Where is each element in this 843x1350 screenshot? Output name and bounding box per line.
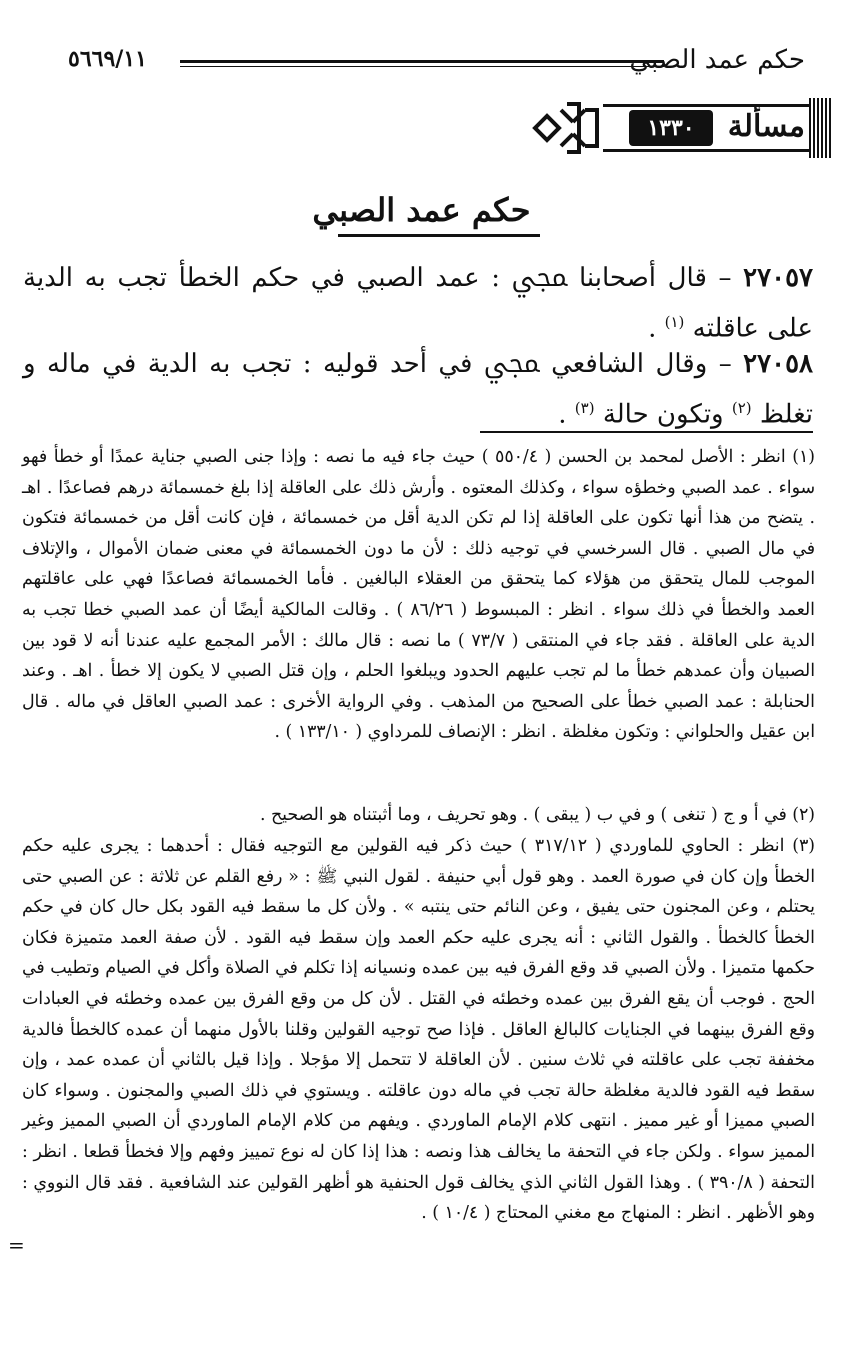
- footnote-2: (٢) في أ و ج ( تنغى ) و في ب ( يبقى ) . وهو تحريف ، وما أثبتناه هو الصحيح .: [260, 805, 815, 825]
- paragraph-27058: [23, 342, 813, 437]
- paragraph-number: ٢٧٠٥٨: [743, 349, 813, 379]
- footnote-separator: [480, 431, 813, 433]
- footnote-1: (١) انظر : الأصل لمحمد بن الحسن ( ٥٥٠/٤ ) حيث جاء فيه ما نصه : وإذا جنى الصبي جناية عمدًا أو خطأ فهو سواء . عمد الصبي وخطؤه سواء ، وكذلك المعتوه . وأرش ذلك على العاقلة إذا بلغ خمسمائة درهم فصاعدًا . اهـ . يتضح من هذا أنها تكون على العاقلة إذا لم تكن الدية أقل من خمسمائة ، فإن كانت أقل من خمسمائة فتكون في مال الصبي . قال السرخسي في توجيه ذلك : لأن ما دون الخمسمائة في معنى ضمان الأموال ، والإتلاف الموجب للمال يتحقق من هؤلاء كما يتحقق من العقلاء البالغين . فأما الخمسمائة فصاعدًا فهي على عاقلتهم العمد والخطأ في ذلك سواء . انظر : المبسوط ( ٨٦/٢٦ ) . وقالت المالكية أيضًا أن عمد الصبي خطا تجب به الدية على العاقلة . فقد جاء في المنتقى ( ٧٣/٧ ) ما نصه : قال مالك : الأمر المجمع عليه عندنا أنه لا قود بين الصبيان وأن عمدهم خطأ ما لم تجب عليهم الحدود ويبلغوا الحلم ، وإن قتل الصبي لا يكون إلا خطأ . اهـ . وعند الحنابلة : عمد الصبي خطأ على الصحيح من المذهب . وفي الرواية الأخرى : عمد الصبي العاقل في ماله . قال ابن عقيل والحلواني : وتكون مغلظة . انظر : الإنصاف للمرداوي ( ١٣٣/١٠ ) .: [22, 447, 815, 743]
- knot-ornament-icon: [531, 96, 601, 160]
- continuation-mark: =: [8, 1233, 25, 1257]
- running-header-title: حكم عمد الصبي: [629, 45, 805, 75]
- paragraph-text: – قال أصحابنا ﷀ : عمد الصبي في حكم الخطأ تجب به الدية على عاقلته: [23, 263, 813, 344]
- header-rule: [180, 60, 664, 63]
- masala-heading: [531, 96, 833, 160]
- paragraph-text: – وقال الشافعي ﷀ في أحد قوليه : تجب به الدية في ماله و تغلظ: [23, 349, 813, 430]
- header-rule-thin: [180, 66, 664, 67]
- paragraph-tail: .: [648, 313, 657, 344]
- footnote-ref: (٢): [731, 399, 752, 417]
- paragraph-tail: .: [558, 399, 567, 430]
- page-title: حكم عمد الصبي: [312, 191, 531, 229]
- vertical-bars-ornament: [809, 98, 833, 158]
- masala-label: مسألة: [727, 109, 805, 144]
- footnote-ref: (٣): [574, 399, 595, 417]
- paragraph-number: ٢٧٠٥٧: [743, 263, 813, 293]
- header-reference-number: ٥٦٦٩/١١: [68, 46, 147, 72]
- paragraph-text-continued: وتكون حالة: [602, 399, 724, 430]
- title-underline: [338, 234, 540, 237]
- footnote-ref: (١): [664, 313, 685, 331]
- footnote-3: (٣) انظر : الحاوي للماوردي ( ٣١٧/١٢ ) حيث ذكر فيه القولين مع التوجيه فقال : أحدهما : يجرى عليه حكم الخطأ وإن كان في صورة العمد . وهو قول أبي حنيفة . لقول النبي ﷺ : « رفع القلم عن ثلاثة : عن الصبي حتى يحتلم ، وعن المجنون حتى يفيق ، وعن النائم حتى ينتبه » . ولأن كل ما سقط فيه القود بكل حال كان في حكم الخطأ كالخطأ . والقول الثاني : أنه يجرى عليه حكم العمد وإن سقط فيه القود . لأن صفة العمد متميزة فكان حكمها متميزا . ولأن الصبي قد وقع الفرق فيه بين عمده ونسيانه إذا تكلم في الصلاة وأكل في الصيام وتطيب في الحج . فوجب أن يقع الفرق بين عمده وخطئه في القتل . لأن كل من وقع الفرق بين عمده وخطئه في العبادات وقع الفرق بينهما في الجنايات كالبالغ العاقل . فإذا صح توجيه القولين وقلنا بالأول منهما أن عمده كالخطأ فالدية مخففة تجب على عاقلته في ثلاث سنين . لأن العاقلة لا تتحمل إلا مؤجلا . وإذا قيل بالثاني أن عمده عمد ، وإن سقط فيه القود فالدية مغلظة حالة تجب في ماله دون عاقلته . ويستوي في ذلك الصبي والمجنون . وسواء كان الصبي مميزا أو غير مميز . انتهى كلام الإمام الماوردي . ويفهم من كلام الإمام الماوردي أن الصبي المميز وغير المميز سواء . ولكن جاء في التحفة ما يخالف هذا ونصه : هذا إذا كان له نوع تمييز وفهم وإلا فخطأ قطعا . انظر : التحفة ( ٣٩٠/٨ ) . وهذا القول الثاني الذي يخالف قول الحنفية هو أظهر القولين عند الشافعية . فقد قال النووي : وهو الأظهر . انظر : المنهاج مع مغني المحتاج ( ١٠/٤ ) .: [22, 836, 815, 1224]
- paragraph-27057: [23, 256, 813, 351]
- masala-number-badge: ١٣٣٠: [629, 110, 713, 146]
